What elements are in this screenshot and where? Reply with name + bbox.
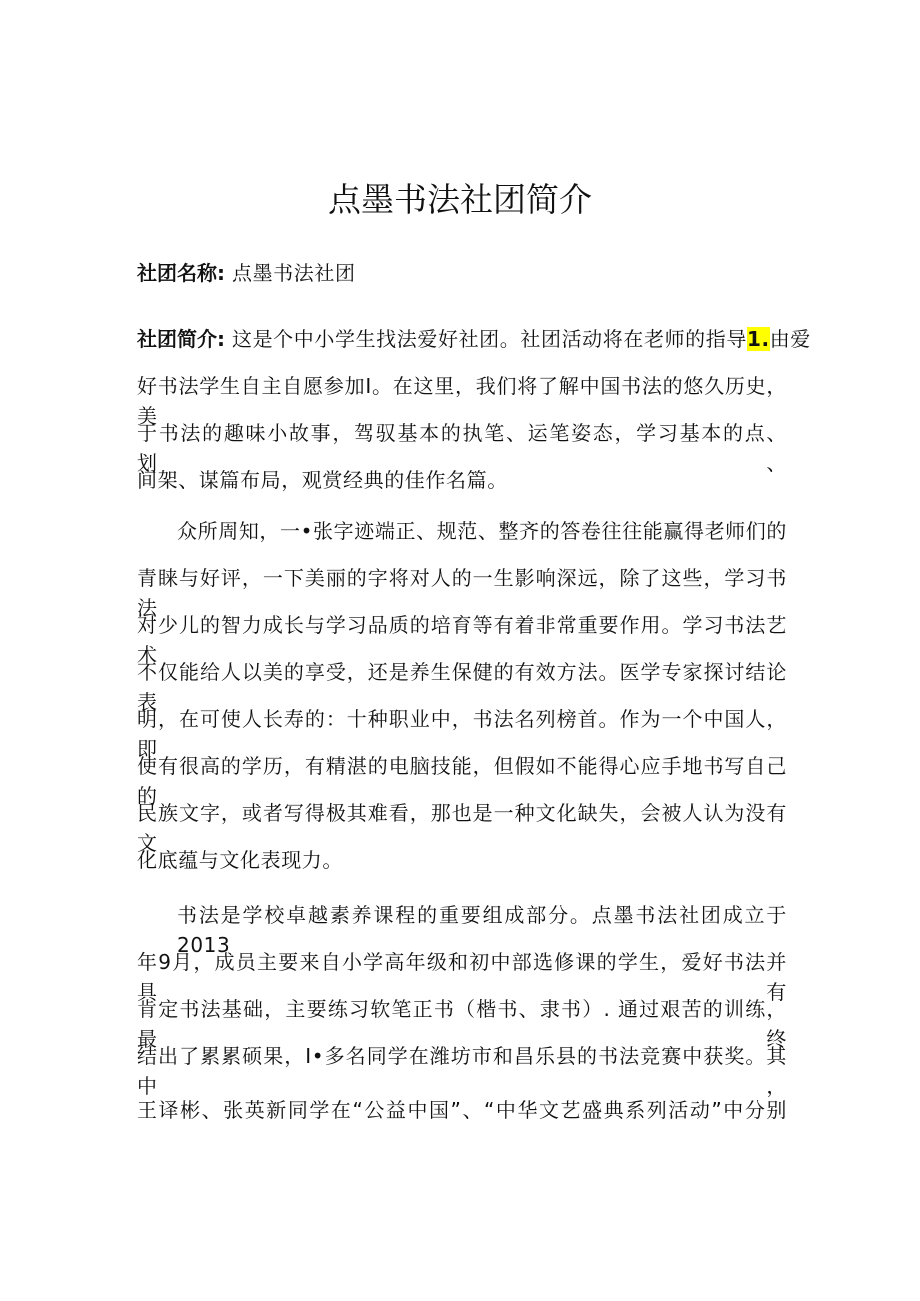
intro-text-b: 由爱	[769, 327, 811, 351]
intro-line-3: 于书法的趣味小故事，驾驭基本的执笔、运笔姿态，学习基本的点、划、	[137, 421, 787, 475]
club-name-label: 社团名称:	[137, 261, 225, 285]
paragraph2-line-4: 不仅能给人以美的享受，还是养生保健的有效方法。医学专家探讨结论表	[137, 660, 787, 714]
paragraph2-line-2: 青睐与好评，一下美丽的字将对人的一生影响深远，除了这些，学习书法	[137, 566, 787, 620]
intro-text-a: 这是个中小学生找法爱好社团。社团活动将在老师的指导	[231, 327, 747, 351]
intro-label: 社团简介:	[137, 327, 225, 351]
paragraph3-line-1: 书法是学校卓越素养课程的重要组成部分。点墨书法社团成立于2013	[177, 903, 787, 957]
highlighted-text: 1.	[746, 327, 770, 351]
paragraph3-line-2: 年9月，成员主要来自小学高年级和初中部选修课的学生，爱好书法并具有	[137, 950, 787, 1004]
paragraph2-line-5: 明，在可使人长寿的：十种职业中，书法名列榜首。作为一个中国人，即	[137, 707, 787, 761]
paragraph2-line-6: 使有很高的学历，有精湛的电脑技能，但假如不能得心应手地书写自己的	[137, 754, 787, 808]
paragraph3-line-5: 王译彬、张英新同学在“公益中国”、“中华文艺盛典系列活动”中分别	[137, 1098, 787, 1122]
paragraph2-line-7: 民族文字，或者写得极其难看，那也是一种文化缺失，会被人认为没有文	[137, 801, 787, 855]
paragraph3-line-4: 结出了累累硕果，I•多名同学在潍坊市和昌乐县的书法竞赛中获奖。其中，	[137, 1044, 787, 1098]
intro-line-1	[137, 324, 811, 354]
intro-line-4: 间架、谋篇布局，观赏经典的佳作名篇。	[137, 468, 508, 492]
intro-line-2: 好书法学生自主自愿参加I。在这里，我们将了解中国书法的悠久历史，美	[137, 374, 787, 428]
paragraph2-line-3: 对少儿的智力成长与学习品质的培育等有着非常重要作用。学习书法艺术	[137, 613, 787, 667]
club-name-value: 点墨书法社团	[231, 261, 356, 285]
paragraph3-line-3: 肯定书法基础，主要练习软笔正书（楷书、隶书）. 通过艰苦的训练，最终	[137, 997, 787, 1051]
paragraph2-line-8: 化底蕴与文化表现力。	[137, 848, 343, 872]
page-title: 点墨书法社团简介	[328, 180, 592, 219]
club-name-line	[137, 258, 787, 288]
paragraph2-line-1: 众所周知，一•张字迹端正、规范、整齐的答卷往往能赢得老师们的	[177, 519, 787, 543]
